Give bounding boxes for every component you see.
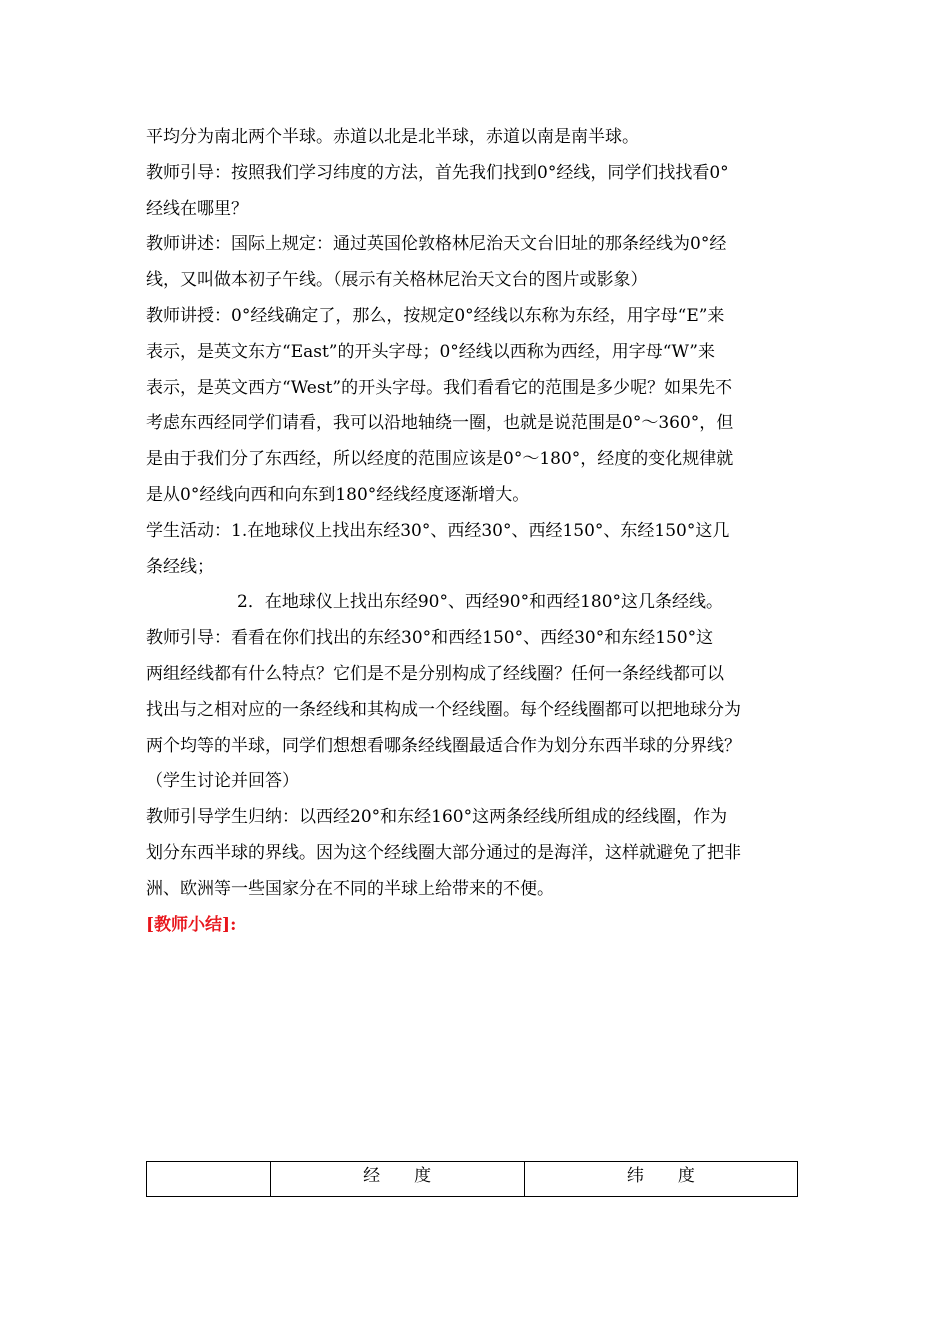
text-line-2: 教师引导：按照我们学习纬度的方法，首先我们找到0°经线，同学们找找看0° (146, 162, 729, 183)
text-line-10: 是由于我们分了东西经，所以经度的范围应该是0°～180°，经度的变化规律就 (146, 449, 734, 470)
text-line-16: 两组经线都有什么特点？它们是不是分别构成了经线圈？任何一条经线都可以 (146, 663, 724, 684)
text-line-8: 表示，是英文西方“West”的开头字母。我们看看它的范围是多少呢？如果先不 (146, 377, 733, 398)
text-line-13: 条经线； (146, 556, 214, 577)
table-header-longitude: 经 度 (270, 1162, 524, 1197)
text-line-9: 考虑东西经同学们请看，我可以沿地轴绕一圈，也就是说范围是0°～360°，但 (146, 413, 734, 434)
text-line-4: 教师讲述：国际上规定：通过英国伦敦格林尼治天文台旧址的那条经线为0°经 (146, 234, 727, 255)
text-line-20: 教师引导学生归纳：以西经20°和东经160°这两条经线所组成的经线圈，作为 (146, 807, 728, 828)
text-line-3: 经线在哪里？ (146, 198, 248, 219)
text-line-5: 线，又叫做本初子午线。（展示有关格林尼治天文台的图片或影象） (146, 270, 648, 291)
table-header-latitude: 纬 度 (524, 1162, 797, 1197)
text-line-22: 洲、欧洲等一些国家分在不同的半球上给带来的不便。 (146, 878, 554, 899)
text-line-11: 是从0°经线向西和向东到180°经线经度逐渐增大。 (146, 484, 530, 505)
text-line-17: 找出与之相对应的一条经线和其构成一个经线圈。每个经线圈都可以把地球分为 (146, 699, 741, 720)
document-page (146, 120, 810, 943)
text-line-15: 教师引导：看看在你们找出的东经30°和西经150°、西经30°和东经150°这 (146, 628, 714, 649)
text-line-14: 2．在地球仪上找出东经90°、西经90°和西经180°这几条经线。 (237, 592, 724, 613)
text-line-21: 划分东西半球的界线。因为这个经线圈大部分通过的是海洋，这样就避免了把非 (146, 842, 741, 863)
text-line-19: （学生讨论并回答） (146, 771, 299, 792)
text-line-7: 表示，是英文东方“East”的开头字母；0°经线以西称为西经，用字母“W”来 (146, 341, 715, 362)
comparison-table (146, 1161, 798, 1197)
text-line-18: 两个均等的半球，同学们想想看哪条经线圈最适合作为划分东西半球的分界线？ (146, 735, 741, 756)
text-line-1: 平均分为南北两个半球。赤道以北是北半球，赤道以南是南半球。 (146, 127, 639, 147)
text-line-6: 教师讲授：0°经线确定了，那么，按规定0°经线以东称为东经，用字母“E”来 (146, 305, 725, 326)
table-cell-blank (147, 1162, 271, 1197)
text-line-12: 学生活动：1.在地球仪上找出东经30°、西经30°、西经150°、东经150°这几 (146, 520, 730, 541)
summary-heading: [教师小结]: (146, 914, 237, 935)
table-row (147, 1162, 798, 1197)
